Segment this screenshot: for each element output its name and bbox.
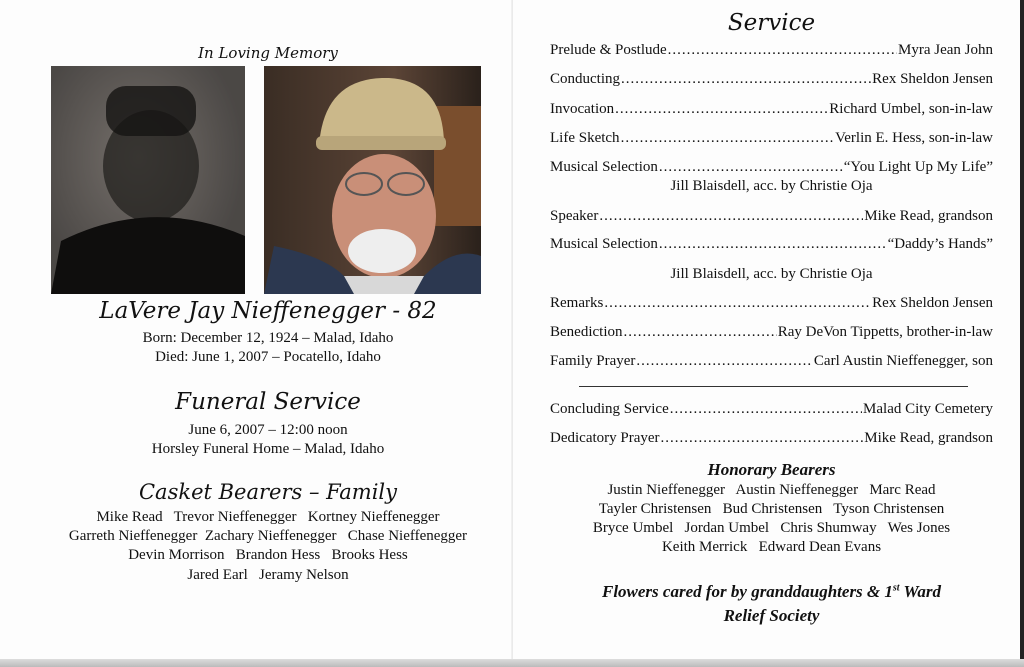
dot-leader [621, 130, 835, 147]
program-value: “You Light Up My Life” [843, 159, 993, 175]
memorial-photo-shadow [51, 66, 245, 294]
dot-leader [659, 159, 843, 176]
honorary-line: Bryce Umbel Jordan Umbel Chris Shumway Wes Jones [592, 520, 951, 536]
honorary-heading: Honorary Bearers [707, 460, 836, 479]
memorial-photo-portrait [264, 66, 481, 294]
program-row [550, 71, 993, 88]
memory-heading: In Loving Memory [198, 44, 338, 62]
program-row [550, 208, 993, 225]
program-value: Richard Umbel, son-in-law [829, 101, 993, 117]
casket-bearers-heading: Casket Bearers – Family [138, 480, 398, 504]
program-label: Family Prayer [550, 353, 636, 369]
program-row [550, 101, 993, 118]
scan-edge [1020, 0, 1024, 667]
program-row [550, 295, 993, 312]
program-row [550, 159, 993, 176]
program-value: Mike Read, grandson [864, 430, 993, 446]
dot-leader [659, 236, 887, 253]
program-label: Dedicatory Prayer [550, 430, 660, 446]
section-divider [579, 386, 968, 387]
casket-bearers-line: Devin Morrison Brandon Hess Brooks Hess [128, 547, 408, 563]
program-label: Life Sketch [550, 130, 620, 146]
dot-leader [621, 71, 871, 88]
program-value: Rex Sheldon Jensen [872, 71, 993, 87]
casket-bearers-line: Jared Earl Jeramy Nelson [187, 567, 349, 583]
honorary-line: Tayler Christensen Bud Christensen Tyson Christensen [598, 501, 945, 517]
program-label: Musical Selection [550, 236, 658, 252]
program-value: Rex Sheldon Jensen [872, 295, 993, 311]
honorary-line: Keith Merrick Edward Dean Evans [661, 539, 882, 555]
program-label: Remarks [550, 295, 604, 311]
casket-bearers-line: Garreth Nieffenegger Zachary Nieffenegger Chase Nieffenegger [68, 528, 468, 544]
flowers-note [540, 582, 1003, 602]
silhouette-image [51, 66, 245, 294]
dot-leader [668, 42, 897, 59]
program-subline: Jill Blaisdell, acc. by Christie Oja [670, 266, 873, 282]
casket-bearers-line: Mike Read Trevor Nieffenegger Kortney Nieffenegger [96, 509, 440, 525]
funeral-heading: Funeral Service [175, 389, 361, 415]
program-row [550, 42, 993, 59]
dot-leader [615, 101, 828, 118]
program-value: “Daddy’s Hands” [887, 236, 993, 252]
flowers-note-line2: Relief Society [723, 606, 820, 625]
program-subline: Jill Blaisdell, acc. by Christie Oja [670, 178, 873, 194]
program-row [550, 430, 993, 447]
program-label: Concluding Service [550, 401, 669, 417]
dot-leader [604, 295, 871, 312]
program-value: Malad City Cemetery [863, 401, 993, 417]
service-heading: Service [727, 10, 816, 36]
program-label: Prelude & Postlude [550, 42, 667, 58]
flowers-text: Flowers cared for by granddaughters & 1 [601, 582, 893, 601]
program-value: Carl Austin Nieffenegger, son [813, 353, 993, 369]
dot-leader [670, 401, 862, 418]
born-info: Born: December 12, 1924 – Malad, Idaho [142, 330, 394, 346]
program-label: Benediction [550, 324, 623, 340]
program-label: Conducting [550, 71, 620, 87]
program-row [550, 236, 993, 253]
scan-edge-bottom [0, 659, 1024, 667]
deceased-name: LaVere Jay Nieffenegger - 82 [99, 298, 437, 324]
dot-leader [636, 353, 813, 370]
program-row [550, 353, 993, 370]
funeral-place: Horsley Funeral Home – Malad, Idaho [151, 441, 385, 457]
died-info: Died: June 1, 2007 – Pocatello, Idaho [155, 349, 381, 365]
honorary-line: Justin Nieffenegger Austin Nieffenegger Marc Read [607, 482, 936, 498]
flowers-ward: Ward [899, 582, 941, 601]
dot-leader [661, 430, 864, 447]
program-value: Ray DeVon Tippetts, brother-in-law [777, 324, 993, 340]
portrait-image [264, 66, 481, 294]
program-value: Myra Jean John [898, 42, 993, 58]
program-label: Speaker [550, 208, 599, 224]
funeral-date: June 6, 2007 – 12:00 noon [188, 422, 348, 438]
program-row [550, 130, 993, 147]
dot-leader [623, 324, 776, 341]
program-label: Musical Selection [550, 159, 658, 175]
program-label: Invocation [550, 101, 615, 117]
ordinal-suffix: st [892, 582, 900, 594]
program-value: Verlin E. Hess, son-in-law [835, 130, 993, 146]
dot-leader [599, 208, 863, 225]
program-value: Mike Read, grandson [864, 208, 993, 224]
program-row [550, 324, 993, 341]
program-row [550, 401, 993, 418]
